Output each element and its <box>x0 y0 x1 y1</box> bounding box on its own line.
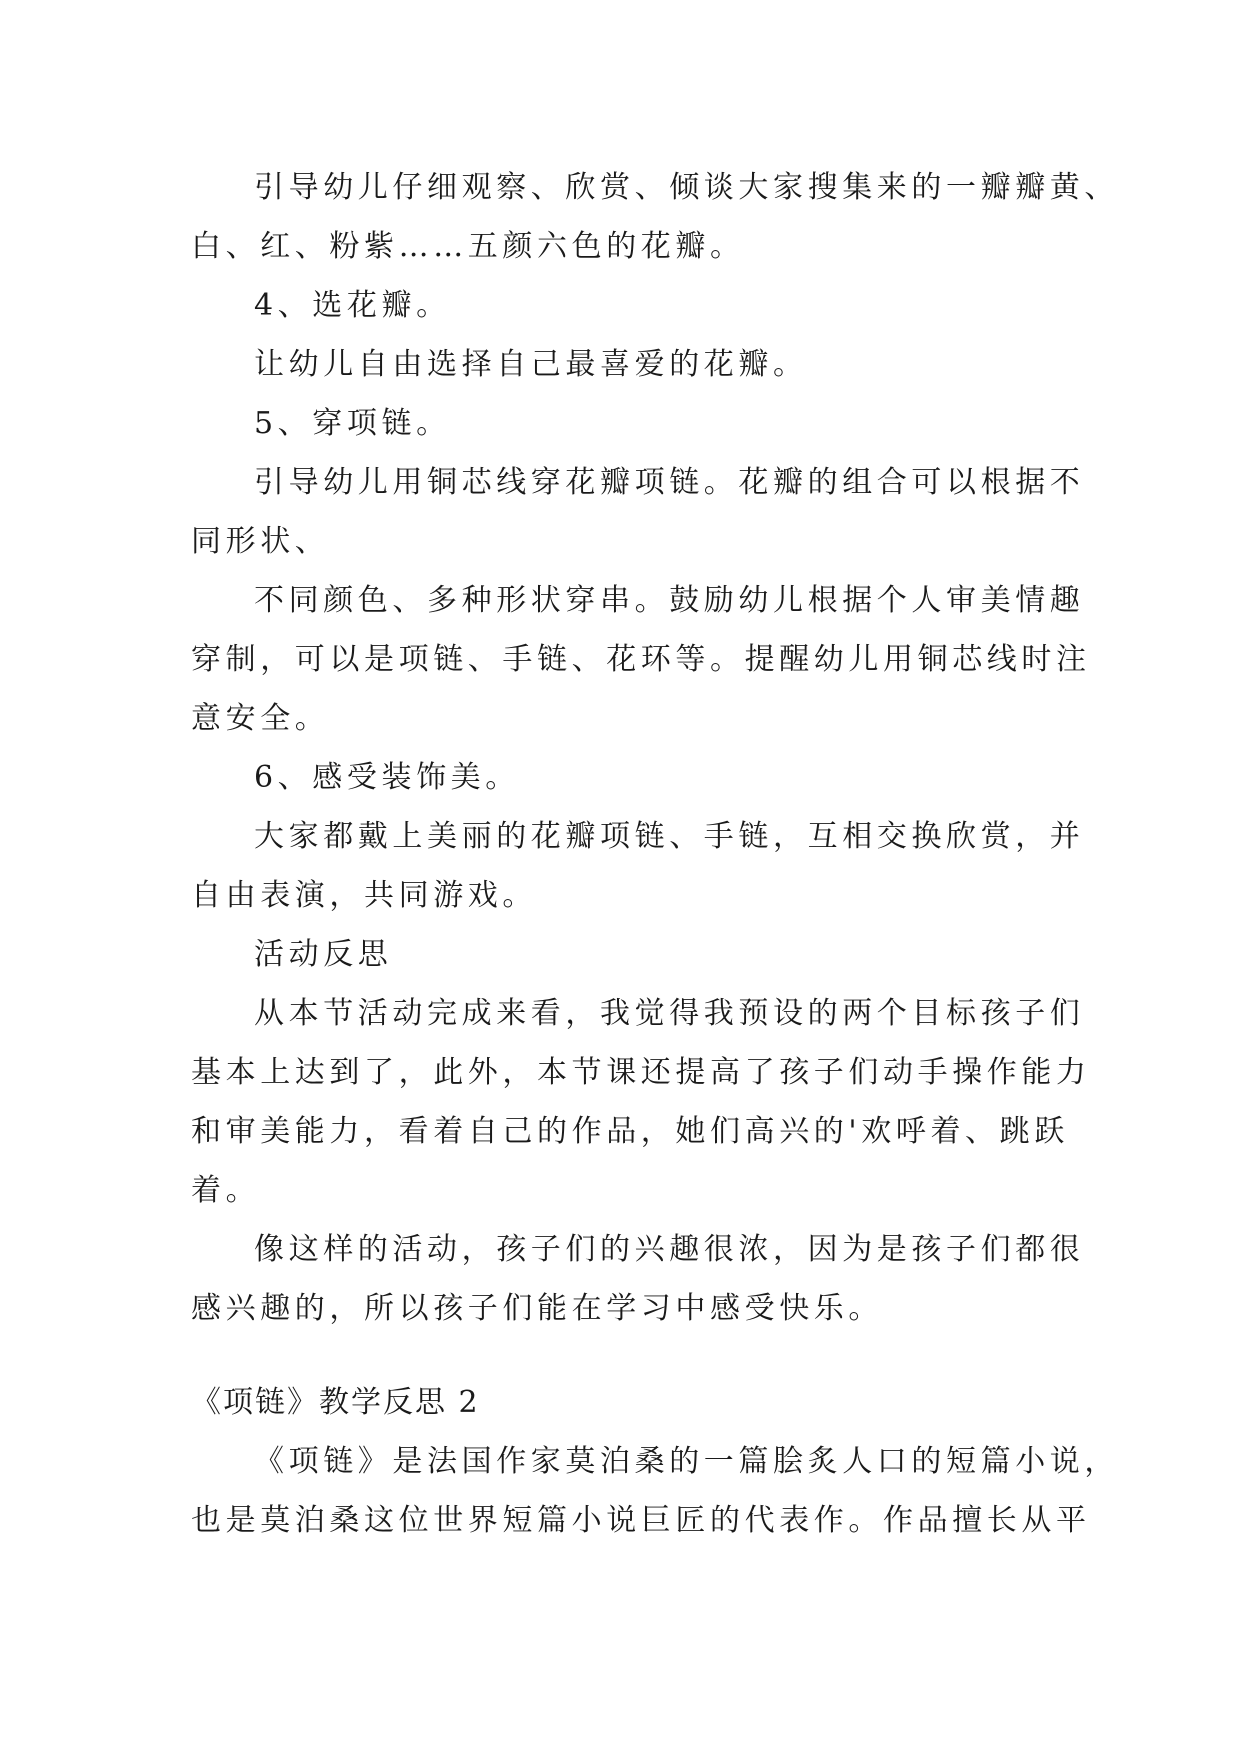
paragraph-line: 不同颜色、多种形状穿串。鼓励幼儿根据个人审美情趣 <box>254 583 1085 618</box>
step-heading: 4、选花瓣。 <box>254 288 451 323</box>
paragraph-line: 引导幼儿用铜芯线穿花瓣项链。花瓣的组合可以根据不 <box>254 465 1085 500</box>
paragraph-line: 着。 <box>191 1173 261 1208</box>
paragraph-line: 基本上达到了，此外，本节课还提高了孩子们动手操作能力 <box>191 1055 1091 1090</box>
paragraph-line: 引导幼儿仔细观察、欣赏、倾谈大家搜集来的一瓣瓣黄、 <box>254 170 1119 205</box>
paragraph-line: 也是莫泊桑这位世界短篇小说巨匠的代表作。作品擅长从平 <box>191 1503 1091 1538</box>
paragraph-line: 《项链》是法国作家莫泊桑的一篇脍炙人口的短篇小说， <box>254 1444 1119 1479</box>
paragraph-line: 和审美能力，看着自己的作品，她们高兴的'欢呼着、跳跃 <box>191 1114 1069 1149</box>
paragraph-line: 感兴趣的，所以孩子们能在学习中感受快乐。 <box>191 1291 883 1326</box>
paragraph-line: 大家都戴上美丽的花瓣项链、手链，互相交换欣赏，并 <box>254 819 1085 854</box>
paragraph-line: 同形状、 <box>191 524 330 559</box>
paragraph-line: 白、红、粉紫……五颜六色的花瓣。 <box>191 229 745 264</box>
paragraph-line: 从本节活动完成来看，我觉得我预设的两个目标孩子们 <box>254 996 1085 1031</box>
paragraph-line: 意安全。 <box>191 701 330 736</box>
article-title: 《项链》教学反思 2 <box>191 1385 480 1420</box>
paragraph-line: 让幼儿自由选择自己最喜爱的花瓣。 <box>254 347 808 382</box>
paragraph-line: 穿制，可以是项链、手链、花环等。提醒幼儿用铜芯线时注 <box>191 642 1091 677</box>
section-heading: 活动反思 <box>254 937 393 972</box>
paragraph-line: 像这样的活动，孩子们的兴趣很浓，因为是孩子们都很 <box>254 1232 1085 1267</box>
paragraph-line: 自由表演，共同游戏。 <box>191 878 537 913</box>
step-heading: 5、穿项链。 <box>254 406 451 441</box>
step-heading: 6、感受装饰美。 <box>254 760 520 795</box>
